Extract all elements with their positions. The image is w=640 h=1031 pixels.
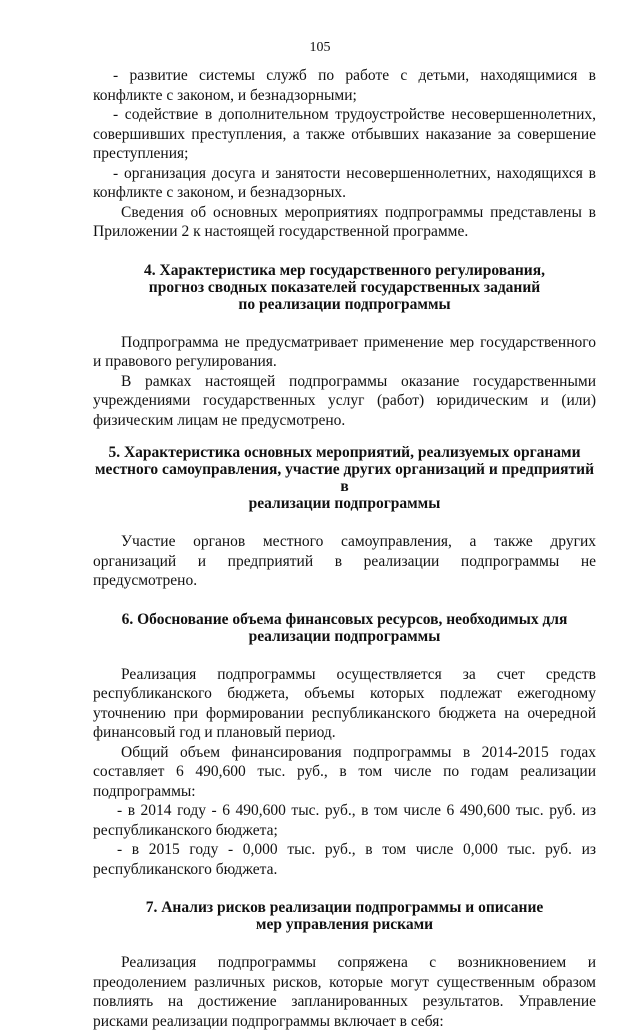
- section-6-heading: 6. Обоснование объема финансовых ресурсов, необходимых для реализации подпрограммы: [121, 610, 568, 645]
- list-item: - в 2014 году - 6 490,600 тыс. руб., в том числе 6 490,600 тыс. руб. из республиканского бюджета;: [93, 802, 596, 839]
- paragraph: Подпрограмма не предусматривает применение мер государственного и правового регулирования.: [93, 333, 596, 370]
- list-item: - в 2015 году - 0,000 тыс. руб., в том числе 0,000 тыс. руб. из республиканского бюджета.: [93, 841, 596, 878]
- paragraph: В рамках настоящей подпрограммы оказание государственными учреждениями государственных услуг (работ) юридическим и (или) физическим лицам не предусмотрено.: [93, 372, 596, 429]
- section-5-heading: 5. Характеристика основных мероприятий, реализуемых органами местного самоуправления, участие других организаций и предприятий в реализации подпрограммы: [94, 444, 595, 512]
- paragraph: Участие органов местного самоуправления, а также других организаций и предприятий в реализации подпрограммы не предусмотрено.: [93, 533, 596, 589]
- section-4-heading: 4. Характеристика мер государственного регулирования, прогноз сводных показателей государственных заданий по реализации подпрограммы: [144, 261, 545, 313]
- list-item: - организация досуга и занятости несовершеннолетних, находящихся в конфликте с законом, и безнадзорных.: [93, 164, 596, 201]
- list-item: - содействие в дополнительном трудоустройстве несовершеннолетних, совершивших преступления, а также отбывших наказание за совершение преступления;: [93, 106, 596, 162]
- paragraph: Общий объем финансирования подпрограммы в 2014-2015 годах составляет 6 490,600 тыс. руб., в том числе по годам реализации подпрограммы:: [93, 743, 596, 800]
- page-number: 105: [309, 40, 331, 55]
- intro-block: [93, 66, 596, 1031]
- paragraph: Реализация подпрограммы осуществляется за счет средств республиканского бюджета, объемы которых подлежат ежегодному уточнению при формировании республиканского бюджета на очередной финансовый год и плановый период.: [93, 665, 596, 741]
- paragraph: Реализация подпрограммы сопряжена с возникновением и преодолением различных рисков, которые могут существенным образом повлиять на достижение запланированных результатов. Управление рисками реализации подпрограммы включает в себя:: [93, 954, 596, 1030]
- intro-note: Сведения об основных мероприятиях подпрограммы представлены в Приложении 2 к настоящей государственной программе.: [93, 203, 596, 240]
- section-7-heading: 7. Анализ рисков реализации подпрограммы и описание мер управления рисками: [145, 899, 544, 933]
- list-item: - развитие системы служб по работе с детьми, находящимися в конфликте с законом, и безнадзорными;: [93, 67, 596, 104]
